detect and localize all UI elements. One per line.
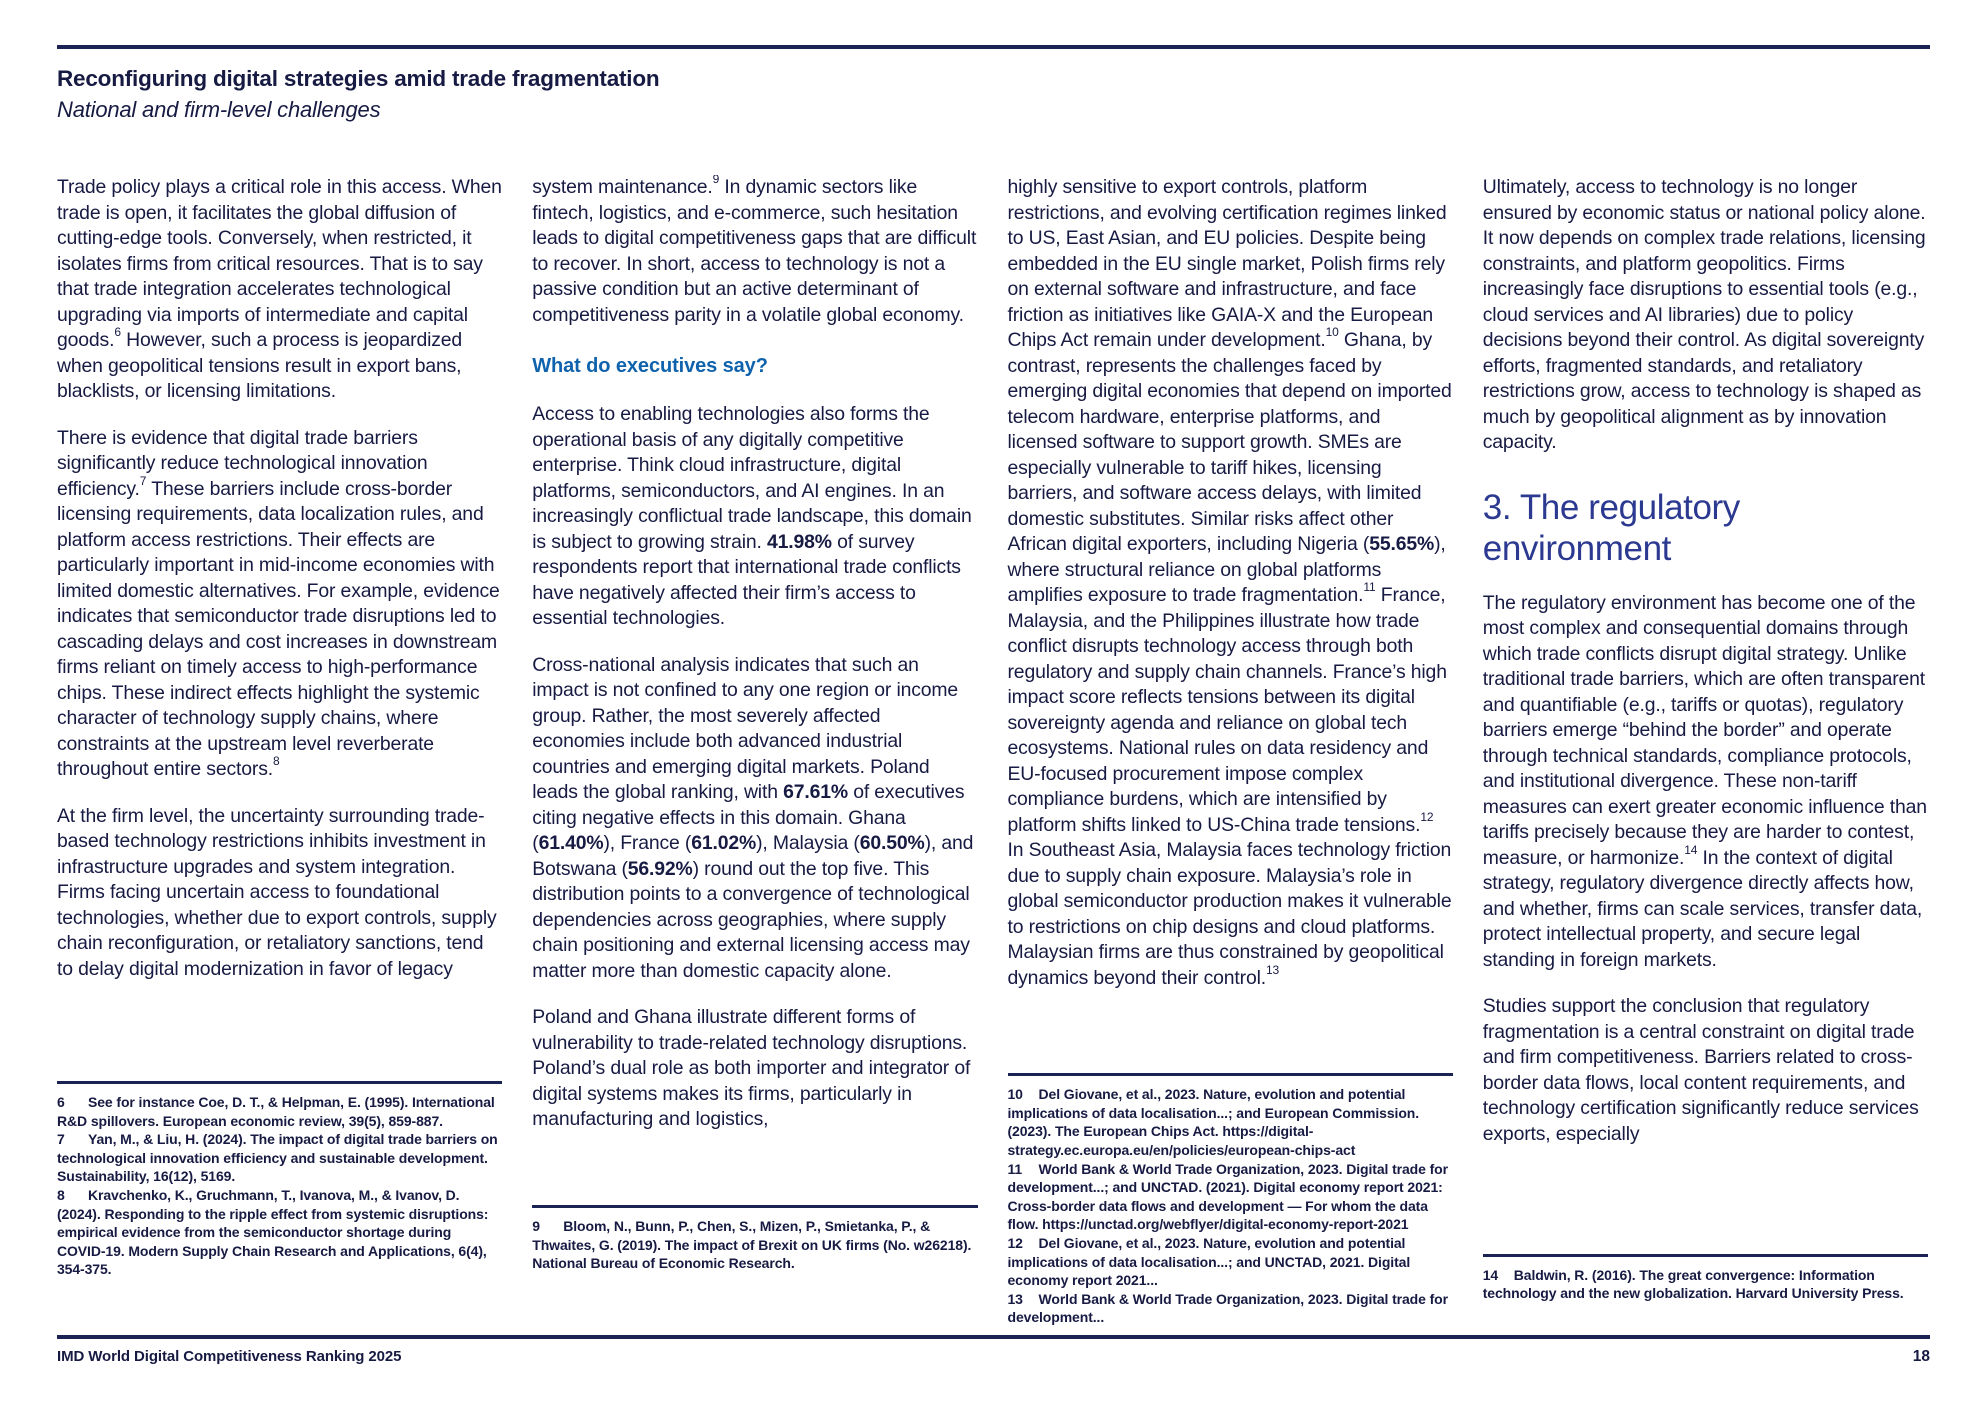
paragraph: highly sensitive to export controls, platform restrictions, and evolving certification regimes linked to US, East Asian, and EU policies. Despite being embedded in the EU single market, Polish firms rely on external software and infrastructure, and face friction as initiatives like GAIA-X and the European Chips Act remain under development.$^{10}$ Ghana, by contrast, represents the challenges faced by emerging digital economies that depend on imported telecom hardware, enterprise platforms, and licensed software to support growth. SMEs are especially vulnerable to tariff hikes, licensing barriers, and software access delays, with limited domestic substitutes. Similar risks affect other African digital exporters, including Nigeria (55.65%), where structural reliance on global platforms amplifies exposure to trade fragmentation.$^{11}$ France, Malaysia, and the Philippines illustrate how trade conflict disrupts technology access through both regulatory and supply chain channels. France’s high impact score reflects tensions between its digital sovereignty agenda and reliance on global tech ecosystems. National rules on data residency and EU-focused procurement impose complex compliance burdens, which are intensified by platform shifts linked to US-China trade tensions.$^{12}$ In Southeast Asia, Malaysia faces technology friction due to supply chain exposure. Malaysia’s role in global semiconductor production makes it vulnerable to restrictions on chip designs and cloud platforms. Malaysian firms are thus constrained by geopolitical dynamics beyond their control.$^{13}$ [1007,176,1452,989]
page-footer [0,1335,1985,1366]
page-title: Reconfiguring digital strategies amid trade fragmentation [57,66,660,91]
footnote-14: 14 Baldwin, R. (2016). The great convergence: Information technology and the new globalization. Harvard University Press. [1482,1266,1904,1302]
footnote-divider [1483,1254,1928,1257]
paragraph: Cross-national analysis indicates that such an impact is not confined to any one region or income group. Rather, the most severely affected economies include both advanced industrial countries and emerging digital markets. Poland leads the global ranking, with 67.61% of executives citing negative effects in this domain. Ghana (61.40%), France (61.02%), Malaysia (60.50%), and Botswana (56.92%) round out the top five. This distribution points to a convergence of technological dependencies across geographies, where supply chain positioning and external licensing access may matter more than domestic capacity alone. [532,653,974,982]
footnote-8: 8 Kravchenko, K., Gruchmann, T., Ivanova, M., & Ivanov, D. (2024). Responding to the ripple effect from systemic disruptions: empirical evidence from the semiconductor shortage during COVID-19. Modern Supply Chain Research and Applications, 6(4), 354-375. [57,1187,489,1278]
column-4-footnotes [1483,1254,1928,1303]
column-2-footnotes [532,1205,977,1273]
footnote-11: 11 World Bank & World Trade Organization, 2023. Digital trade for development...; and UNCTAD. (2021). Digital economy report 2021: Cross-border data flows and development — For whom the data flow. https://unctad.org/webflyer/digital-economy-report-2021 [1007,1160,1448,1233]
header-rule [57,45,1930,49]
column-2 [532,175,977,1335]
paragraph: Access to enabling technologies also forms the operational basis of any digitally competitive enterprise. Think cloud infrastructure, digital platforms, semiconductors, and AI engines. In an increasingly conflictual trade landscape, this domain is subject to growing strain. 41.98% of survey respondents report that international trade conflicts have negatively affected their firm’s access to essential technologies. [532,403,972,629]
footer-row [57,1348,1930,1366]
paragraph: Studies support the conclusion that regulatory fragmentation is a central constraint on digital trade and firm competitiveness. Barriers related to cross-border data flows, local content requirements, and technology certification significantly reduce services exports, especially [1482,995,1919,1145]
column-4 [1483,175,1928,1335]
footnote-divider [1008,1073,1453,1076]
footnote-13: 13 World Bank & World Trade Organization, 2023. Digital trade for development... [1007,1290,1448,1326]
paragraph: system maintenance.$^9$ In dynamic sectors like fintech, logistics, and e-commerce, such hesitation leads to digital competitiveness gaps that are difficult to recover. In short, access to technology is not a passive condition but an active determinant of competitiveness parity in a volatile global economy. [532,175,977,326]
subsection-heading: What do executives say? [532,355,768,377]
paragraph: Ultimately, access to technology is no longer ensured by economic status or national policy alone. It now depends on complex trade relations, licensing constraints, and platform geopolitics. Firms increasingly face disruptions to essential tools (e.g., cloud services and AI libraries) due to policy decisions beyond their control. As digital sovereignty efforts, fragmented standards, and retaliatory restrictions grow, access to technology is shaped as much by geopolitical alignment as by innovation capacity. [1482,176,1926,453]
paragraph: Poland and Ghana illustrate different forms of vulnerability to trade-related technology disruptions. Poland’s dual role as both importer and integrator of digital systems makes its firms, particularly in manufacturing and logistics, [532,1006,971,1130]
paragraph: The regulatory environment has become one of the most complex and consequential domains through which trade conflicts disrupt digital strategy. Unlike traditional trade barriers, which are often transparent and quantifiable (e.g., tariffs or quotas), regulatory barriers emerge “behind the border” and operate through technical standards, compliance protocols, and institutional divergence. These non-tariff measures can exert greater economic influence than tariffs precisely because they are harder to contest, measure, or harmonize.$^{14}$ In the context of digital strategy, regulatory divergence directly affects how, and whether, firms can scale services, transfer data, protect intellectual property, and secure legal standing in foreign markets. [1482,591,1927,971]
column-3-footnotes [1008,1073,1453,1327]
column-3 [1008,175,1453,1335]
footer-rule [57,1335,1930,1339]
footnote-divider [57,1081,502,1084]
column-1 [57,175,502,1335]
footer-publication-title: IMD World Digital Competitiveness Ranking 2025 [57,1348,402,1365]
footnote-10: 10 Del Giovane, et al., 2023. Nature, evolution and potential implications of data localisation...; and European Commission. (2023). The European Chips Act. https://digital-strategy.ec.europa.eu/en/policies/european-chips-act [1007,1086,1420,1159]
page-subtitle: National and firm-level challenges [57,97,381,122]
paragraph: There is evidence that digital trade barriers significantly reduce technological innovation efficiency.$^7$ These barriers include cross-border licensing requirements, data localization rules, and platform access restrictions. Their effects are particularly important in mid-income economies with limited domestic alternatives. For example, evidence indicates that semiconductor trade disruptions led to cascading delays and cost increases in downstream firms reliant on timely access to high-performance chips. These indirect effects highlight the systemic character of technology supply chains, where constraints at the upstream level reverberate throughout entire sectors.$^8$ [57,426,500,780]
footnote-6: 6 See for instance Coe, D. T., & Helpman, E. (1995). International R&D spillovers. European economic review, 39(5), 859-887. [57,1094,495,1129]
footnote-divider [532,1205,977,1208]
footnote-9: 9 Bloom, N., Bunn, P., Chen, S., Mizen, P., Smietanka, P., & Thwaites, G. (2019). The impact of Brexit on UK firms (No. w26218). National Bureau of Economic Research. [532,1218,972,1272]
paragraph: Trade policy plays a critical role in this access. When trade is open, it facilitates the global diffusion of cutting-edge tools. Conversely, when restricted, it isolates firms from critical resources. That is to say that trade integration accelerates technological upgrading via imports of intermediate and capital goods.$^6$ However, such a process is jeopardized when geopolitical tensions result in export bans, blacklists, or licensing limitations. [57,176,502,402]
paragraph: At the firm level, the uncertainty surrounding trade-based technology restrictions inhibits investment in infrastructure upgrades and system integration. Firms facing uncertain access to foundational technologies, whether due to export controls, supply chain reconfiguration, or retaliatory sanctions, tend to delay digital modernization in favor of legacy [57,804,497,980]
page-number: 18 [1912,1348,1930,1365]
column-1-footnotes [57,1081,502,1279]
section-heading: 3. The regulatory environment [1482,487,1740,568]
footnote-7: 7 Yan, M., & Liu, H. (2024). The impact of digital trade barriers on technological innovation efficiency and sustainable development. Sustainability, 16(12), 5169. [57,1131,498,1185]
page-header [0,65,1985,123]
article-columns [0,175,1985,1335]
footnote-12: 12 Del Giovane, et al., 2023. Nature, evolution and potential implications of data localisation...; and UNCTAD, 2021. Digital economy report 2021... [1007,1235,1411,1289]
